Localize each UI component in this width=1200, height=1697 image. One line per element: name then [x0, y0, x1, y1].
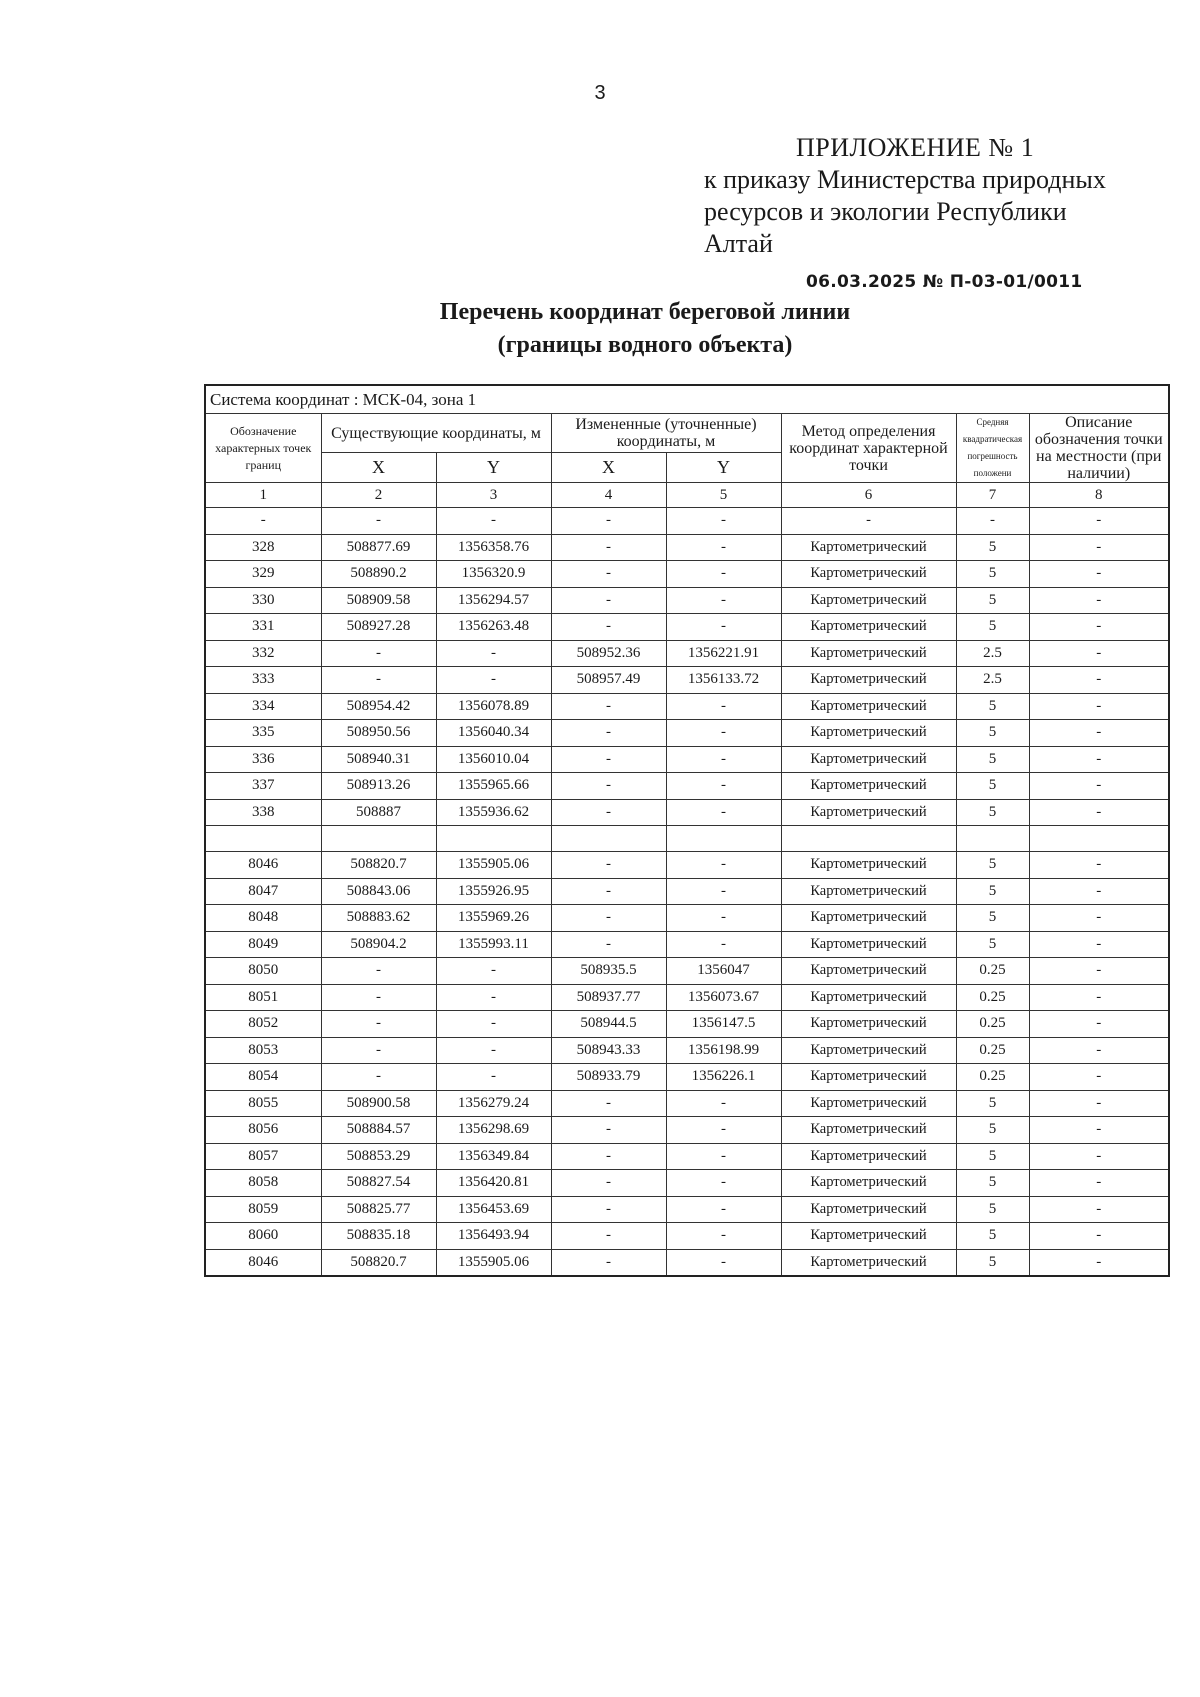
changed-x-cell: - [551, 614, 666, 641]
changed-y-cell: - [666, 799, 781, 826]
table-row [205, 561, 1169, 588]
changed-x-cell: - [551, 720, 666, 747]
changed-x-cell: - [551, 1117, 666, 1144]
header-existing-coordinates: Существующие координаты, м [321, 414, 551, 453]
existing-y-cell: 1356263.48 [436, 614, 551, 641]
table-row [205, 1064, 1169, 1091]
changed-y-cell: - [666, 508, 781, 535]
table-row [205, 720, 1169, 747]
method-cell: Картометрический [781, 958, 956, 985]
existing-x-cell: 508887 [321, 799, 436, 826]
column-number: 2 [321, 483, 436, 508]
existing-x-cell: 508825.77 [321, 1196, 436, 1223]
table-row [205, 1117, 1169, 1144]
column-number: 7 [956, 483, 1029, 508]
method-cell: Картометрический [781, 720, 956, 747]
existing-x-cell: 508843.06 [321, 878, 436, 905]
description-cell: - [1029, 1223, 1169, 1250]
changed-y-cell: - [666, 1170, 781, 1197]
table-row [205, 1223, 1169, 1250]
point-id-cell: 335 [205, 720, 321, 747]
point-id-cell: 8047 [205, 878, 321, 905]
description-cell: - [1029, 587, 1169, 614]
method-cell: Картометрический [781, 1037, 956, 1064]
changed-y-cell: 1356073.67 [666, 984, 781, 1011]
existing-y-cell: 1356420.81 [436, 1170, 551, 1197]
existing-x-cell: 508827.54 [321, 1170, 436, 1197]
method-cell: Картометрический [781, 1117, 956, 1144]
point-id-cell: 8048 [205, 905, 321, 932]
point-id-cell: 8057 [205, 1143, 321, 1170]
table-row [205, 693, 1169, 720]
header-existing-y: Y [436, 453, 551, 483]
existing-y-cell: 1355936.62 [436, 799, 551, 826]
existing-y-cell: - [436, 640, 551, 667]
changed-y-cell: 1356133.72 [666, 667, 781, 694]
existing-y-cell: 1356010.04 [436, 746, 551, 773]
changed-x-cell: 508933.79 [551, 1064, 666, 1091]
error-cell: 0.25 [956, 984, 1029, 1011]
error-cell: 5 [956, 905, 1029, 932]
error-cell: 5 [956, 746, 1029, 773]
point-id-cell: 8046 [205, 852, 321, 879]
empty-cell [321, 826, 436, 852]
point-id-cell: 336 [205, 746, 321, 773]
existing-y-cell: - [436, 1011, 551, 1038]
group2-rows [205, 852, 1169, 1277]
changed-y-cell: - [666, 878, 781, 905]
error-cell: 5 [956, 1170, 1029, 1197]
table-row [205, 852, 1169, 879]
changed-y-cell: 1356047 [666, 958, 781, 985]
changed-y-cell: 1356226.1 [666, 1064, 781, 1091]
existing-x-cell: - [321, 508, 436, 535]
existing-y-cell: 1356298.69 [436, 1117, 551, 1144]
existing-y-cell: 1355969.26 [436, 905, 551, 932]
separator-row [205, 826, 1169, 852]
changed-y-cell: 1356147.5 [666, 1011, 781, 1038]
existing-x-cell: 508904.2 [321, 931, 436, 958]
point-id-cell: 8053 [205, 1037, 321, 1064]
empty-cell [666, 826, 781, 852]
error-cell: 5 [956, 534, 1029, 561]
empty-cell [956, 826, 1029, 852]
changed-y-cell: - [666, 1090, 781, 1117]
changed-x-cell: - [551, 1170, 666, 1197]
method-cell: - [781, 508, 956, 535]
existing-y-cell: 1355905.06 [436, 852, 551, 879]
description-cell: - [1029, 1143, 1169, 1170]
table-row [205, 640, 1169, 667]
point-id-cell: 8055 [205, 1090, 321, 1117]
table-row [205, 746, 1169, 773]
table-row [205, 984, 1169, 1011]
existing-y-cell: - [436, 1037, 551, 1064]
point-id-cell: 334 [205, 693, 321, 720]
error-cell: 5 [956, 773, 1029, 800]
changed-x-cell: - [551, 534, 666, 561]
description-cell: - [1029, 773, 1169, 800]
existing-y-cell: - [436, 1064, 551, 1091]
changed-x-cell: 508943.33 [551, 1037, 666, 1064]
description-cell: - [1029, 958, 1169, 985]
error-cell: 2.5 [956, 640, 1029, 667]
changed-x-cell: - [551, 878, 666, 905]
point-id-cell: 338 [205, 799, 321, 826]
existing-x-cell: 508927.28 [321, 614, 436, 641]
existing-x-cell: 508954.42 [321, 693, 436, 720]
error-cell: 5 [956, 878, 1029, 905]
error-cell: 5 [956, 1249, 1029, 1276]
existing-x-cell: - [321, 1011, 436, 1038]
error-cell: 5 [956, 1117, 1029, 1144]
changed-x-cell: 508937.77 [551, 984, 666, 1011]
existing-y-cell: 1355905.06 [436, 1249, 551, 1276]
error-cell: 0.25 [956, 1037, 1029, 1064]
table-row [205, 1143, 1169, 1170]
table-row [205, 799, 1169, 826]
existing-y-cell: - [436, 508, 551, 535]
error-cell: 2.5 [956, 667, 1029, 694]
changed-y-cell: 1356198.99 [666, 1037, 781, 1064]
existing-x-cell: - [321, 667, 436, 694]
changed-y-cell: - [666, 852, 781, 879]
method-cell: Картометрический [781, 1170, 956, 1197]
description-cell: - [1029, 534, 1169, 561]
method-cell: Картометрический [781, 878, 956, 905]
existing-y-cell: 1356493.94 [436, 1223, 551, 1250]
point-id-cell: 330 [205, 587, 321, 614]
changed-y-cell: - [666, 905, 781, 932]
changed-x-cell: - [551, 1090, 666, 1117]
existing-x-cell: 508909.58 [321, 587, 436, 614]
changed-x-cell: 508957.49 [551, 667, 666, 694]
table-row [205, 1037, 1169, 1064]
changed-y-cell: - [666, 773, 781, 800]
point-id-cell: 328 [205, 534, 321, 561]
changed-y-cell: - [666, 587, 781, 614]
column-number: 8 [1029, 483, 1169, 508]
method-cell: Картометрический [781, 667, 956, 694]
description-cell: - [1029, 746, 1169, 773]
existing-y-cell: 1356349.84 [436, 1143, 551, 1170]
point-id-cell: 8059 [205, 1196, 321, 1223]
header-changed-coordinates: Измененные (уточненные) координаты, м [551, 414, 781, 453]
existing-y-cell: 1356453.69 [436, 1196, 551, 1223]
table-row [205, 1170, 1169, 1197]
existing-x-cell: 508820.7 [321, 852, 436, 879]
appendix-block [704, 132, 1164, 260]
order-reference: 06.03.2025 № П-03-01/0011 [806, 272, 1083, 292]
existing-x-cell: 508900.58 [321, 1090, 436, 1117]
table-row [205, 773, 1169, 800]
changed-x-cell: - [551, 799, 666, 826]
method-cell: Картометрический [781, 799, 956, 826]
table-header-row [205, 414, 1169, 453]
existing-y-cell: 1356040.34 [436, 720, 551, 747]
error-cell: 5 [956, 561, 1029, 588]
table-row [205, 878, 1169, 905]
existing-y-cell: 1355965.66 [436, 773, 551, 800]
description-cell: - [1029, 799, 1169, 826]
changed-x-cell: - [551, 1196, 666, 1223]
changed-x-cell: - [551, 693, 666, 720]
error-cell: 5 [956, 931, 1029, 958]
point-id-cell: 8050 [205, 958, 321, 985]
header-changed-x: X [551, 453, 666, 483]
description-cell: - [1029, 931, 1169, 958]
existing-x-cell: - [321, 958, 436, 985]
changed-y-cell: - [666, 1143, 781, 1170]
method-cell: Картометрический [781, 561, 956, 588]
changed-x-cell: - [551, 561, 666, 588]
changed-y-cell: - [666, 746, 781, 773]
error-cell: 5 [956, 693, 1029, 720]
changed-y-cell: - [666, 1223, 781, 1250]
changed-y-cell: - [666, 534, 781, 561]
existing-x-cell: 508950.56 [321, 720, 436, 747]
description-cell: - [1029, 720, 1169, 747]
existing-x-cell: 508853.29 [321, 1143, 436, 1170]
point-id-cell: 8058 [205, 1170, 321, 1197]
changed-x-cell: - [551, 1249, 666, 1276]
point-id-cell: 331 [205, 614, 321, 641]
page-number: 3 [594, 82, 606, 104]
error-cell: 5 [956, 1143, 1029, 1170]
point-id-cell: 8052 [205, 1011, 321, 1038]
method-cell: Картометрический [781, 614, 956, 641]
empty-cell [436, 826, 551, 852]
existing-y-cell: 1355926.95 [436, 878, 551, 905]
empty-cell [551, 826, 666, 852]
appendix-title: ПРИЛОЖЕНИЕ № 1 [796, 133, 1035, 162]
table-row [205, 614, 1169, 641]
changed-x-cell: - [551, 746, 666, 773]
existing-x-cell: 508835.18 [321, 1223, 436, 1250]
description-cell: - [1029, 1196, 1169, 1223]
method-cell: Картометрический [781, 587, 956, 614]
document-heading [380, 296, 910, 362]
existing-y-cell: 1356358.76 [436, 534, 551, 561]
error-cell: 0.25 [956, 1011, 1029, 1038]
appendix-line: к приказу Министерства природных [704, 165, 1106, 194]
column-numbers-row [205, 483, 1169, 508]
error-cell: 0.25 [956, 958, 1029, 985]
method-cell: Картометрический [781, 773, 956, 800]
table-row [205, 534, 1169, 561]
description-cell: - [1029, 508, 1169, 535]
existing-x-cell: - [321, 640, 436, 667]
existing-x-cell: - [321, 984, 436, 1011]
column-number: 1 [205, 483, 321, 508]
point-id-cell: 329 [205, 561, 321, 588]
method-cell: Картометрический [781, 534, 956, 561]
error-cell: 5 [956, 1223, 1029, 1250]
description-cell: - [1029, 1011, 1169, 1038]
column-number: 6 [781, 483, 956, 508]
error-cell: 5 [956, 720, 1029, 747]
header-existing-x: X [321, 453, 436, 483]
description-cell: - [1029, 984, 1169, 1011]
changed-y-cell: 1356221.91 [666, 640, 781, 667]
changed-x-cell: - [551, 773, 666, 800]
method-cell: Картометрический [781, 1090, 956, 1117]
description-cell: - [1029, 878, 1169, 905]
point-id-cell: 8060 [205, 1223, 321, 1250]
description-cell: - [1029, 905, 1169, 932]
table-row [205, 1011, 1169, 1038]
method-cell: Картометрический [781, 1223, 956, 1250]
appendix-line: ресурсов и экологии Республики [704, 197, 1067, 226]
existing-x-cell: - [321, 1064, 436, 1091]
point-id-cell: 8056 [205, 1117, 321, 1144]
group1-rows [205, 508, 1169, 826]
point-id-cell: - [205, 508, 321, 535]
description-cell: - [1029, 1117, 1169, 1144]
point-id-cell: 8049 [205, 931, 321, 958]
point-id-cell: 8051 [205, 984, 321, 1011]
header-point: Обозначение характерных точек границ [205, 414, 321, 483]
changed-x-cell: - [551, 852, 666, 879]
changed-y-cell: - [666, 931, 781, 958]
changed-x-cell: 508935.5 [551, 958, 666, 985]
coordinate-system-row [205, 385, 1169, 414]
method-cell: Картометрический [781, 640, 956, 667]
error-cell: 0.25 [956, 1064, 1029, 1091]
method-cell: Картометрический [781, 1249, 956, 1276]
description-cell: - [1029, 1090, 1169, 1117]
description-cell: - [1029, 1170, 1169, 1197]
changed-x-cell: - [551, 1223, 666, 1250]
method-cell: Картометрический [781, 1143, 956, 1170]
description-cell: - [1029, 640, 1169, 667]
column-number: 4 [551, 483, 666, 508]
changed-y-cell: - [666, 693, 781, 720]
method-cell: Картометрический [781, 1011, 956, 1038]
description-cell: - [1029, 1037, 1169, 1064]
changed-y-cell: - [666, 561, 781, 588]
header-error: Средняя квадратическая погрешность положени [956, 414, 1029, 483]
changed-y-cell: - [666, 614, 781, 641]
table-row [205, 1090, 1169, 1117]
method-cell: Картометрический [781, 746, 956, 773]
point-id-cell: 332 [205, 640, 321, 667]
existing-y-cell: 1356078.89 [436, 693, 551, 720]
coordinate-system-label: Система координат : МСК-04, зона 1 [205, 385, 1169, 414]
existing-x-cell: 508884.57 [321, 1117, 436, 1144]
error-cell: 5 [956, 1196, 1029, 1223]
error-cell: 5 [956, 614, 1029, 641]
changed-y-cell: - [666, 1249, 781, 1276]
existing-x-cell: 508940.31 [321, 746, 436, 773]
changed-x-cell: - [551, 931, 666, 958]
table-row [205, 1196, 1169, 1223]
error-cell: 5 [956, 852, 1029, 879]
existing-y-cell: 1355993.11 [436, 931, 551, 958]
method-cell: Картометрический [781, 852, 956, 879]
heading-line: (границы водного объекта) [497, 332, 793, 358]
changed-x-cell: 508944.5 [551, 1011, 666, 1038]
empty-cell [781, 826, 956, 852]
point-id-cell: 333 [205, 667, 321, 694]
changed-y-cell: - [666, 720, 781, 747]
description-cell: - [1029, 852, 1169, 879]
coordinates-table [204, 384, 1170, 1277]
description-cell: - [1029, 693, 1169, 720]
existing-x-cell: - [321, 1037, 436, 1064]
existing-x-cell: 508883.62 [321, 905, 436, 932]
changed-x-cell: - [551, 1143, 666, 1170]
column-number: 5 [666, 483, 781, 508]
appendix-line: Алтай [704, 229, 773, 258]
error-cell: 5 [956, 587, 1029, 614]
error-cell: 5 [956, 799, 1029, 826]
changed-x-cell: - [551, 905, 666, 932]
existing-y-cell: 1356279.24 [436, 1090, 551, 1117]
existing-y-cell: - [436, 984, 551, 1011]
method-cell: Картометрический [781, 693, 956, 720]
description-cell: - [1029, 1249, 1169, 1276]
heading-line: Перечень координат береговой линии [439, 299, 851, 325]
description-cell: - [1029, 614, 1169, 641]
changed-y-cell: - [666, 1196, 781, 1223]
column-number: 3 [436, 483, 551, 508]
error-cell: - [956, 508, 1029, 535]
method-cell: Картометрический [781, 984, 956, 1011]
point-id-cell: 8054 [205, 1064, 321, 1091]
method-cell: Картометрический [781, 1196, 956, 1223]
table-row [205, 958, 1169, 985]
table-row [205, 931, 1169, 958]
description-cell: - [1029, 561, 1169, 588]
method-cell: Картометрический [781, 905, 956, 932]
existing-x-cell: 508877.69 [321, 534, 436, 561]
method-cell: Картометрический [781, 931, 956, 958]
existing-y-cell: 1356294.57 [436, 587, 551, 614]
point-id-cell: 8046 [205, 1249, 321, 1276]
method-cell: Картометрический [781, 1064, 956, 1091]
empty-cell [1029, 826, 1169, 852]
existing-y-cell: - [436, 667, 551, 694]
existing-x-cell: 508820.7 [321, 1249, 436, 1276]
existing-y-cell: 1356320.9 [436, 561, 551, 588]
changed-x-cell: - [551, 587, 666, 614]
header-description: Описание обозначения точки на местности (при наличии) [1029, 414, 1169, 483]
changed-y-cell: - [666, 1117, 781, 1144]
changed-x-cell: - [551, 508, 666, 535]
existing-y-cell: - [436, 958, 551, 985]
description-cell: - [1029, 667, 1169, 694]
description-cell: - [1029, 1064, 1169, 1091]
error-cell: 5 [956, 1090, 1029, 1117]
table-row [205, 667, 1169, 694]
table-row [205, 1249, 1169, 1276]
point-id-cell: 337 [205, 773, 321, 800]
existing-x-cell: 508890.2 [321, 561, 436, 588]
header-method: Метод определения координат характерной точки [781, 414, 956, 483]
existing-x-cell: 508913.26 [321, 773, 436, 800]
table-row [205, 587, 1169, 614]
header-changed-y: Y [666, 453, 781, 483]
changed-x-cell: 508952.36 [551, 640, 666, 667]
empty-cell [205, 826, 321, 852]
table-row [205, 508, 1169, 535]
table-row [205, 905, 1169, 932]
